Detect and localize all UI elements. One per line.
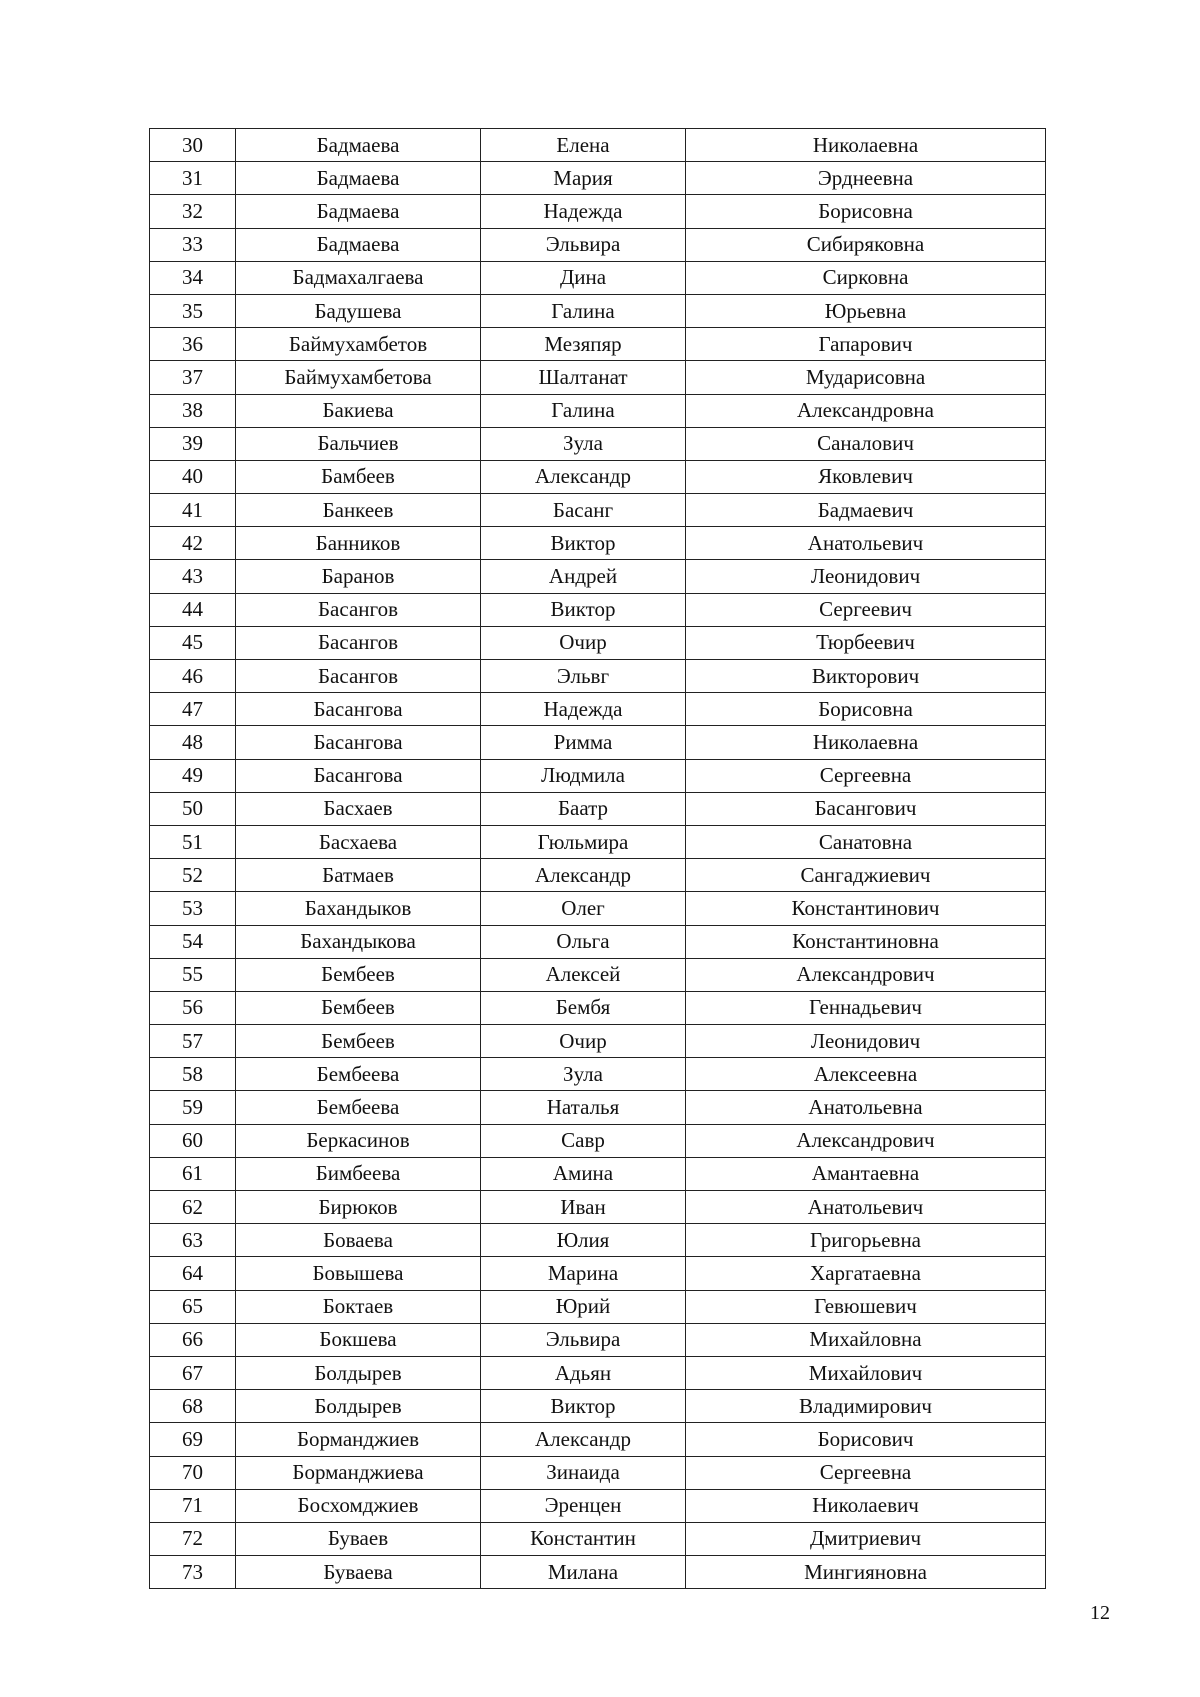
first-name-cell: Андрей	[481, 560, 686, 593]
first-name-cell: Александр	[481, 1423, 686, 1456]
patronymic-cell: Борисович	[686, 1423, 1046, 1456]
row-number-cell: 65	[150, 1290, 236, 1323]
row-number-cell: 47	[150, 693, 236, 726]
row-number-cell: 64	[150, 1257, 236, 1290]
surname-cell: Бадмаева	[236, 195, 481, 228]
row-number-cell: 68	[150, 1390, 236, 1423]
surname-cell: Бимбеева	[236, 1157, 481, 1190]
table-row	[150, 1323, 1046, 1356]
names-table-body	[150, 129, 1046, 1589]
patronymic-cell: Сергеевна	[686, 759, 1046, 792]
first-name-cell: Наталья	[481, 1091, 686, 1124]
surname-cell: Бахандыкова	[236, 925, 481, 958]
patronymic-cell: Александровна	[686, 394, 1046, 427]
first-name-cell: Мезяпяр	[481, 328, 686, 361]
surname-cell: Баймухамбетова	[236, 361, 481, 394]
row-number-cell: 71	[150, 1489, 236, 1522]
table-row	[150, 195, 1046, 228]
table-row	[150, 361, 1046, 394]
row-number-cell: 58	[150, 1058, 236, 1091]
patronymic-cell: Геннадьевич	[686, 991, 1046, 1024]
row-number-cell: 57	[150, 1025, 236, 1058]
table-row	[150, 394, 1046, 427]
surname-cell: Боктаев	[236, 1290, 481, 1323]
table-row	[150, 228, 1046, 261]
table-row	[150, 1356, 1046, 1389]
first-name-cell: Дина	[481, 261, 686, 294]
surname-cell: Бирюков	[236, 1191, 481, 1224]
first-name-cell: Зула	[481, 427, 686, 460]
table-row	[150, 958, 1046, 991]
table-row	[150, 626, 1046, 659]
row-number-cell: 48	[150, 726, 236, 759]
surname-cell: Басангова	[236, 726, 481, 759]
first-name-cell: Алексей	[481, 958, 686, 991]
first-name-cell: Юлия	[481, 1224, 686, 1257]
first-name-cell: Юрий	[481, 1290, 686, 1323]
first-name-cell: Басанг	[481, 494, 686, 527]
table-row	[150, 859, 1046, 892]
surname-cell: Басангов	[236, 660, 481, 693]
surname-cell: Бембеева	[236, 1058, 481, 1091]
surname-cell: Бадмаева	[236, 129, 481, 162]
surname-cell: Басхаев	[236, 792, 481, 825]
table-row	[150, 1290, 1046, 1323]
table-row	[150, 560, 1046, 593]
patronymic-cell: Александрович	[686, 958, 1046, 991]
first-name-cell: Баатр	[481, 792, 686, 825]
surname-cell: Банкеев	[236, 494, 481, 527]
patronymic-cell: Мударисовна	[686, 361, 1046, 394]
surname-cell: Босхомджиев	[236, 1489, 481, 1522]
first-name-cell: Эльвг	[481, 660, 686, 693]
patronymic-cell: Юрьевна	[686, 294, 1046, 327]
table-row	[150, 1025, 1046, 1058]
row-number-cell: 73	[150, 1556, 236, 1589]
row-number-cell: 66	[150, 1323, 236, 1356]
table-row	[150, 427, 1046, 460]
table-row	[150, 460, 1046, 493]
surname-cell: Басангова	[236, 693, 481, 726]
first-name-cell: Виктор	[481, 593, 686, 626]
table-row	[150, 792, 1046, 825]
patronymic-cell: Викторович	[686, 660, 1046, 693]
patronymic-cell: Анатольевич	[686, 527, 1046, 560]
row-number-cell: 44	[150, 593, 236, 626]
surname-cell: Борманджиев	[236, 1423, 481, 1456]
first-name-cell: Галина	[481, 294, 686, 327]
row-number-cell: 45	[150, 626, 236, 659]
surname-cell: Бакиева	[236, 394, 481, 427]
table-row	[150, 1124, 1046, 1157]
row-number-cell: 60	[150, 1124, 236, 1157]
patronymic-cell: Бадмаевич	[686, 494, 1046, 527]
row-number-cell: 39	[150, 427, 236, 460]
patronymic-cell: Михайлович	[686, 1356, 1046, 1389]
row-number-cell: 70	[150, 1456, 236, 1489]
first-name-cell: Савр	[481, 1124, 686, 1157]
first-name-cell: Александр	[481, 460, 686, 493]
table-row	[150, 129, 1046, 162]
table-row	[150, 991, 1046, 1024]
row-number-cell: 41	[150, 494, 236, 527]
table-row	[150, 825, 1046, 858]
patronymic-cell: Сирковна	[686, 261, 1046, 294]
patronymic-cell: Саналович	[686, 427, 1046, 460]
first-name-cell: Надежда	[481, 195, 686, 228]
surname-cell: Бальчиев	[236, 427, 481, 460]
patronymic-cell: Алексеевна	[686, 1058, 1046, 1091]
row-number-cell: 55	[150, 958, 236, 991]
surname-cell: Беркасинов	[236, 1124, 481, 1157]
row-number-cell: 56	[150, 991, 236, 1024]
surname-cell: Бембеева	[236, 1091, 481, 1124]
first-name-cell: Римма	[481, 726, 686, 759]
patronymic-cell: Николаевич	[686, 1489, 1046, 1522]
table-row	[150, 294, 1046, 327]
patronymic-cell: Яковлевич	[686, 460, 1046, 493]
first-name-cell: Гюльмира	[481, 825, 686, 858]
table-row	[150, 1058, 1046, 1091]
first-name-cell: Зула	[481, 1058, 686, 1091]
table-row	[150, 693, 1046, 726]
patronymic-cell: Амантаевна	[686, 1157, 1046, 1190]
row-number-cell: 69	[150, 1423, 236, 1456]
first-name-cell: Шалтанат	[481, 361, 686, 394]
table-row	[150, 925, 1046, 958]
table-row	[150, 726, 1046, 759]
surname-cell: Басхаева	[236, 825, 481, 858]
patronymic-cell: Михайловна	[686, 1323, 1046, 1356]
table-row	[150, 162, 1046, 195]
row-number-cell: 42	[150, 527, 236, 560]
page-number: 12	[1090, 1602, 1110, 1624]
surname-cell: Бадмаева	[236, 162, 481, 195]
patronymic-cell: Мингияновна	[686, 1556, 1046, 1589]
surname-cell: Бадмахалгаева	[236, 261, 481, 294]
table-row	[150, 261, 1046, 294]
table-row	[150, 494, 1046, 527]
surname-cell: Болдырев	[236, 1356, 481, 1389]
surname-cell: Басангова	[236, 759, 481, 792]
patronymic-cell: Харгатаевна	[686, 1257, 1046, 1290]
patronymic-cell: Гапарович	[686, 328, 1046, 361]
patronymic-cell: Леонидович	[686, 1025, 1046, 1058]
patronymic-cell: Анатольевич	[686, 1191, 1046, 1224]
row-number-cell: 36	[150, 328, 236, 361]
table-row	[150, 1489, 1046, 1522]
row-number-cell: 40	[150, 460, 236, 493]
first-name-cell: Надежда	[481, 693, 686, 726]
patronymic-cell: Леонидович	[686, 560, 1046, 593]
surname-cell: Бовышева	[236, 1257, 481, 1290]
surname-cell: Борманджиева	[236, 1456, 481, 1489]
first-name-cell: Людмила	[481, 759, 686, 792]
surname-cell: Буваева	[236, 1556, 481, 1589]
patronymic-cell: Константиновна	[686, 925, 1046, 958]
first-name-cell: Мария	[481, 162, 686, 195]
patronymic-cell: Дмитриевич	[686, 1522, 1046, 1555]
row-number-cell: 35	[150, 294, 236, 327]
first-name-cell: Виктор	[481, 1390, 686, 1423]
surname-cell: Бокшева	[236, 1323, 481, 1356]
names-table	[149, 128, 1046, 1589]
first-name-cell: Иван	[481, 1191, 686, 1224]
patronymic-cell: Анатольевна	[686, 1091, 1046, 1124]
row-number-cell: 59	[150, 1091, 236, 1124]
patronymic-cell: Николаевна	[686, 726, 1046, 759]
row-number-cell: 31	[150, 162, 236, 195]
table-row	[150, 1423, 1046, 1456]
first-name-cell: Эльвира	[481, 228, 686, 261]
first-name-cell: Милана	[481, 1556, 686, 1589]
row-number-cell: 38	[150, 394, 236, 427]
first-name-cell: Бембя	[481, 991, 686, 1024]
patronymic-cell: Басангович	[686, 792, 1046, 825]
row-number-cell: 51	[150, 825, 236, 858]
patronymic-cell: Сибиряковна	[686, 228, 1046, 261]
row-number-cell: 67	[150, 1356, 236, 1389]
patronymic-cell: Сангаджиевич	[686, 859, 1046, 892]
first-name-cell: Очир	[481, 626, 686, 659]
surname-cell: Басангов	[236, 626, 481, 659]
surname-cell: Бамбеев	[236, 460, 481, 493]
table-row	[150, 1522, 1046, 1555]
first-name-cell: Константин	[481, 1522, 686, 1555]
surname-cell: Бембеев	[236, 1025, 481, 1058]
first-name-cell: Галина	[481, 394, 686, 427]
patronymic-cell: Константинович	[686, 892, 1046, 925]
table-row	[150, 1191, 1046, 1224]
row-number-cell: 63	[150, 1224, 236, 1257]
first-name-cell: Адьян	[481, 1356, 686, 1389]
table-row	[150, 527, 1046, 560]
patronymic-cell: Санатовна	[686, 825, 1046, 858]
patronymic-cell: Эрднеевна	[686, 162, 1046, 195]
first-name-cell: Эльвира	[481, 1323, 686, 1356]
row-number-cell: 46	[150, 660, 236, 693]
row-number-cell: 34	[150, 261, 236, 294]
surname-cell: Бадушева	[236, 294, 481, 327]
patronymic-cell: Сергеевна	[686, 1456, 1046, 1489]
patronymic-cell: Николаевна	[686, 129, 1046, 162]
first-name-cell: Амина	[481, 1157, 686, 1190]
row-number-cell: 54	[150, 925, 236, 958]
row-number-cell: 61	[150, 1157, 236, 1190]
row-number-cell: 43	[150, 560, 236, 593]
table-row	[150, 593, 1046, 626]
patronymic-cell: Тюрбеевич	[686, 626, 1046, 659]
first-name-cell: Ольга	[481, 925, 686, 958]
row-number-cell: 53	[150, 892, 236, 925]
row-number-cell: 62	[150, 1191, 236, 1224]
table-row	[150, 1224, 1046, 1257]
first-name-cell: Очир	[481, 1025, 686, 1058]
surname-cell: Банников	[236, 527, 481, 560]
surname-cell: Басангов	[236, 593, 481, 626]
patronymic-cell: Сергеевич	[686, 593, 1046, 626]
table-row	[150, 1456, 1046, 1489]
table-row	[150, 1257, 1046, 1290]
first-name-cell: Александр	[481, 859, 686, 892]
first-name-cell: Зинаида	[481, 1456, 686, 1489]
row-number-cell: 37	[150, 361, 236, 394]
first-name-cell: Эренцен	[481, 1489, 686, 1522]
first-name-cell: Елена	[481, 129, 686, 162]
table-row	[150, 328, 1046, 361]
first-name-cell: Виктор	[481, 527, 686, 560]
surname-cell: Бембеев	[236, 991, 481, 1024]
surname-cell: Баранов	[236, 560, 481, 593]
table-row	[150, 660, 1046, 693]
table-row	[150, 1091, 1046, 1124]
table-row	[150, 1390, 1046, 1423]
patronymic-cell: Борисовна	[686, 195, 1046, 228]
surname-cell: Бахандыков	[236, 892, 481, 925]
patronymic-cell: Александрович	[686, 1124, 1046, 1157]
row-number-cell: 33	[150, 228, 236, 261]
surname-cell: Бадмаева	[236, 228, 481, 261]
patronymic-cell: Владимирович	[686, 1390, 1046, 1423]
table-row	[150, 892, 1046, 925]
row-number-cell: 32	[150, 195, 236, 228]
patronymic-cell: Гевюшевич	[686, 1290, 1046, 1323]
table-row	[150, 759, 1046, 792]
table-row	[150, 1556, 1046, 1589]
surname-cell: Боваева	[236, 1224, 481, 1257]
row-number-cell: 49	[150, 759, 236, 792]
row-number-cell: 72	[150, 1522, 236, 1555]
row-number-cell: 30	[150, 129, 236, 162]
first-name-cell: Марина	[481, 1257, 686, 1290]
surname-cell: Болдырев	[236, 1390, 481, 1423]
row-number-cell: 50	[150, 792, 236, 825]
table-row	[150, 1157, 1046, 1190]
surname-cell: Буваев	[236, 1522, 481, 1555]
surname-cell: Баймухамбетов	[236, 328, 481, 361]
patronymic-cell: Григорьевна	[686, 1224, 1046, 1257]
surname-cell: Бембеев	[236, 958, 481, 991]
first-name-cell: Олег	[481, 892, 686, 925]
surname-cell: Батмаев	[236, 859, 481, 892]
patronymic-cell: Борисовна	[686, 693, 1046, 726]
row-number-cell: 52	[150, 859, 236, 892]
